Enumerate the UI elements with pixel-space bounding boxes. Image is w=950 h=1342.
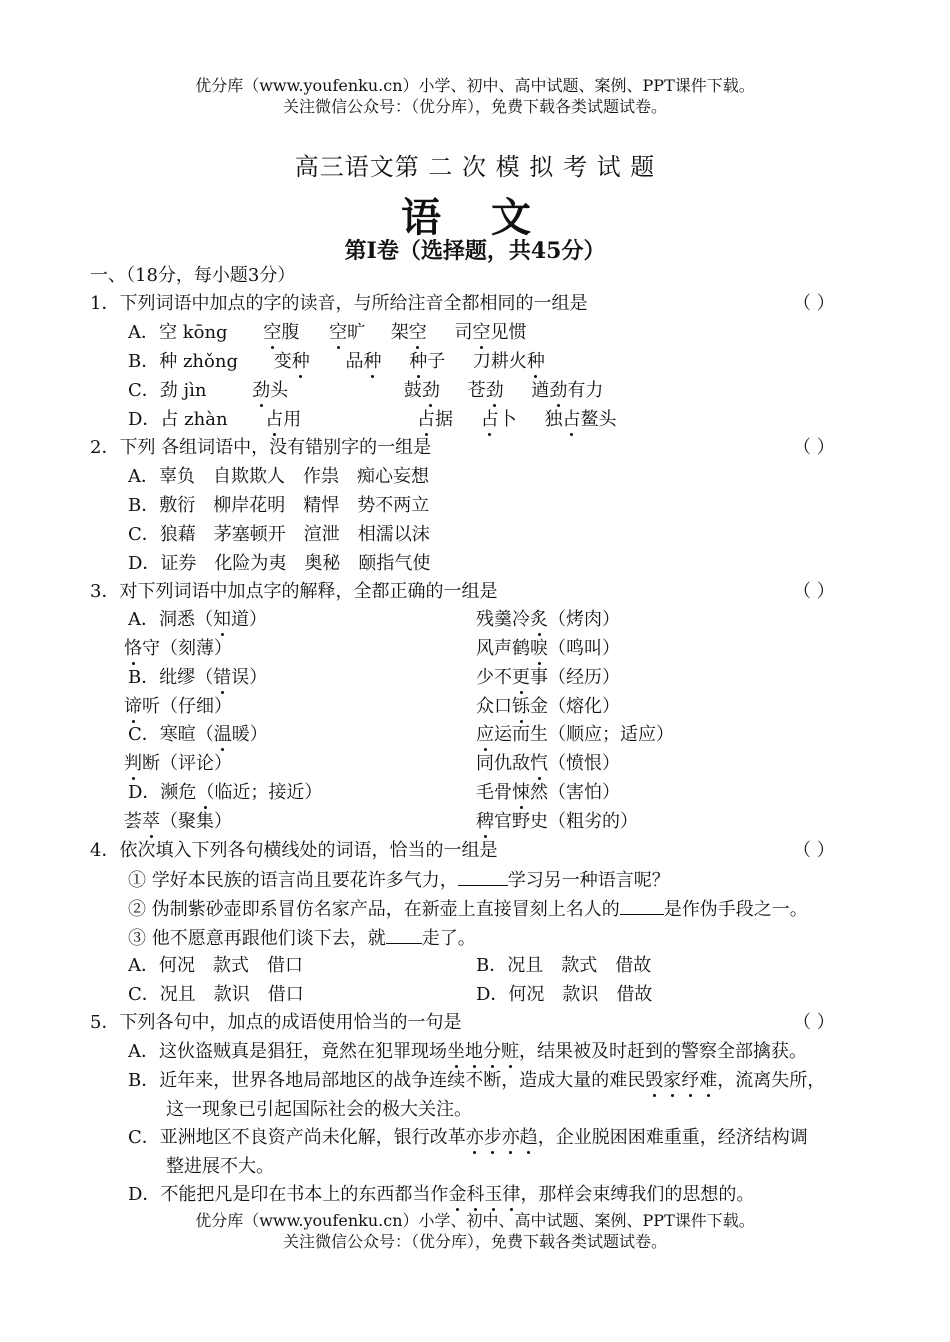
emphasis-dot-char: 赃 xyxy=(501,1041,519,1062)
q5-option-d: D．不能把凡是印在书本上的东西都当作金科玉律，那样会束缚我们的思想的。 xyxy=(128,1184,755,1205)
emphasis-dot-char: 判 xyxy=(124,753,142,774)
emphasis-dot-char: 地 xyxy=(465,1041,483,1062)
q2-option-b: B．敷衍 柳岸花明 精悍 势不两立 xyxy=(128,495,430,516)
q3-item: 应运而生（顺应；适应） xyxy=(476,724,674,745)
fill-blank xyxy=(620,897,664,915)
emphasis-dot-char: 坐 xyxy=(447,1041,465,1062)
emphasis-dot-char: 种 xyxy=(363,351,382,372)
q1-a-word: 空腹 xyxy=(263,322,300,343)
volume-title: 第Ⅰ卷（选择题，共45分） xyxy=(344,238,606,264)
emphasis-dot-char: 纾 xyxy=(681,1070,700,1091)
emphasis-dot-char: 劲 xyxy=(252,380,271,401)
emphasis-dot-char: 稗 xyxy=(476,811,494,832)
emphasis-dot-char: 金 xyxy=(448,1184,467,1205)
q1-c-word: 苍劲 xyxy=(467,380,504,401)
q4-option-b: B．况且 款式 借故 xyxy=(476,955,652,976)
q4-option-c: C．况且 款识 借口 xyxy=(128,984,304,1005)
q1-d-word: 占用 xyxy=(265,409,302,430)
emphasis-dot-char: 律 xyxy=(502,1184,521,1205)
q3-item: 风声鹤唳（鸣叫） xyxy=(476,638,620,659)
emphasis-dot-char: 科 xyxy=(466,1184,485,1205)
q1-option-a xyxy=(128,321,527,345)
footer-line-2: 关注微信公众号：（优分库），免费下载各类试题试卷。 xyxy=(282,1232,667,1251)
answer-bracket-5: （ ） xyxy=(793,1012,835,1033)
q1-d-word: 占卜 xyxy=(480,409,517,430)
q1-c-word: 遒劲有力 xyxy=(531,380,604,401)
emphasis-dot-char: 谛 xyxy=(124,696,142,717)
q1-c-word: 劲头 xyxy=(252,380,289,401)
q1-option-d xyxy=(128,408,617,432)
question-3-stem: 3．对下列词语中加点字的解释，全都正确的一组是 xyxy=(90,581,498,602)
q3-item: 恪守（刻薄） xyxy=(124,638,232,659)
q5-option-a: A．这伙盗贼真是猖狂，竟然在犯罪现场坐地分赃，结果被及时赶到的警察全部擒获。 xyxy=(128,1041,807,1062)
emphasis-dot-char: 种 xyxy=(291,351,310,372)
q4-s1-text: ① 学好本民族的语言尚且要花许多气力， xyxy=(128,870,458,891)
emphasis-dot-char: 玉 xyxy=(484,1184,503,1205)
emphasis-dot-char: 悚 xyxy=(512,782,530,803)
emphasis-dot-char: 知 xyxy=(213,609,231,630)
emphasis-dot-char: 唳 xyxy=(530,638,548,659)
q3-item: 稗官野史（粗劣的） xyxy=(476,811,638,832)
q4-sentence-2 xyxy=(128,897,808,922)
q3-item: 少不更事（经历） xyxy=(476,667,620,688)
question-1-stem: 1．下列词语中加点的字的读音，与所给注音全都相同的一组是 xyxy=(90,293,588,314)
emphasis-dot-char: 毁 xyxy=(645,1070,664,1091)
answer-bracket-3: （ ） xyxy=(793,581,835,602)
q1-b-word: 变种 xyxy=(273,351,310,372)
q3-item: D．濒危（临近；接近） xyxy=(128,782,323,803)
emphasis-dot-char: 种 xyxy=(409,351,428,372)
q4-sentence-1 xyxy=(128,868,670,893)
question-5-stem: 5．下列各句中，加点的成语使用恰当的一句是 xyxy=(90,1012,462,1033)
q4-sentence-3 xyxy=(128,926,476,951)
q5-option-c: C．亚洲地区不良资产尚未化解，银行改革亦步亦趋，企业脱困困难重重，经济结构调 xyxy=(128,1127,808,1148)
q1-a-word: 空旷 xyxy=(329,322,366,343)
header-line-1: 优分库（www.youfenku.cn）小学、初中、高中试题、案例、PPT课件下载。 xyxy=(195,76,755,95)
question-2-stem: 2．下列 各组词语中，没有错别字的一组是 xyxy=(90,437,432,458)
q4-s1-text: 学习另一种语言呢？ xyxy=(507,870,670,891)
q3-item: A．洞悉（知道） xyxy=(128,609,267,630)
q4-s2-text: ② 伪制紫砂壶即系冒仿名家产品，在新壶上直接冒刻上名人的 xyxy=(128,899,620,920)
answer-bracket-2: （ ） xyxy=(793,437,835,458)
q3-item: B．纰缪（错误） xyxy=(128,667,268,688)
question-4-stem: 4．依次填入下列各句横线处的词语，恰当的一组是 xyxy=(90,840,498,861)
q4-s3-text: 走了。 xyxy=(421,928,476,949)
emphasis-dot-char: 难 xyxy=(699,1070,718,1091)
q1-c-word: 鼓劲 xyxy=(403,380,440,401)
answer-bracket-4: （ ） xyxy=(793,840,835,861)
emphasis-dot-char: （ xyxy=(196,782,215,803)
q1-a-word: 架空 xyxy=(390,322,427,343)
emphasis-dot-char: 空 xyxy=(329,322,348,343)
emphasis-dot-char: 占 xyxy=(417,409,436,430)
emphasis-dot-char: 温 xyxy=(213,724,232,745)
q5-option-b-cont: 这一现象已引起国际社会的极大关注。 xyxy=(166,1099,472,1120)
emphasis-dot-char: 空 xyxy=(263,322,282,343)
q1-b-word: 品种 xyxy=(345,351,382,372)
emphasis-dot-char: 错 xyxy=(213,667,232,688)
footer-line-1: 优分库（www.youfenku.cn）小学、初中、高中试题、案例、PPT课件下载。 xyxy=(195,1211,755,1230)
emphasis-dot-char: 家 xyxy=(663,1070,682,1091)
q2-option-a: A．辜负 自欺欺人 作祟 痴心妄想 xyxy=(128,466,429,487)
exam-subtitle: 高三语文第 二 次 模 拟 考 试 题 xyxy=(294,153,656,181)
fill-blank xyxy=(458,868,508,886)
emphasis-dot-char: 恪 xyxy=(124,638,142,659)
emphasis-dot-char: 忾 xyxy=(530,753,548,774)
q5-option-b: B．近年来，世界各地局部地区的战争连续不断，造成大量的难民毁家纾难，流离失所， xyxy=(128,1070,826,1091)
page-title: 语 文 xyxy=(401,194,549,241)
q4-s3-text: ③ 他不愿意再跟他们谈下去，就 xyxy=(128,928,386,949)
emphasis-dot-char: 空 xyxy=(408,322,427,343)
q2-option-d: D．证券 化险为夷 奥秘 颐指气使 xyxy=(128,553,431,574)
emphasis-dot-char: 占 xyxy=(265,409,284,430)
q3-item: 同仇敌忾（愤恨） xyxy=(476,753,620,774)
header-line-2: 关注微信公众号：（优分库），免费下载各类试题试卷。 xyxy=(282,97,667,116)
q3-item: 毛骨悚然（害怕） xyxy=(476,782,620,803)
q1-d-word: 独占鳌头 xyxy=(544,409,617,430)
q4-option-a: A．何况 款式 借口 xyxy=(128,955,303,976)
q1-b-label: B．种 zhǒng xyxy=(128,351,238,372)
q2-option-c: C．狼藉 茅塞顿开 渲泄 相濡以沫 xyxy=(128,524,430,545)
q1-b-word: 刀耕火种 xyxy=(472,351,545,372)
emphasis-dot-char: 亦 xyxy=(501,1127,520,1148)
emphasis-dot-char: 占 xyxy=(562,409,581,430)
q1-option-b xyxy=(128,350,545,374)
emphasis-dot-char: 铄 xyxy=(512,696,530,717)
answer-bracket-1: （ ） xyxy=(793,293,835,314)
emphasis-dot-char: 趋 xyxy=(519,1127,538,1148)
q4-s2-text: 是作伪手段之一。 xyxy=(663,899,808,920)
q1-option-c xyxy=(128,379,603,403)
q3-item: 众口铄金（熔化） xyxy=(476,696,620,717)
q3-item: C．寒暄（温暖） xyxy=(128,724,268,745)
emphasis-dot-char: 炙 xyxy=(530,609,548,630)
emphasis-dot-char: 空 xyxy=(472,322,491,343)
q5-option-c-cont: 整进展不大。 xyxy=(166,1156,274,1177)
emphasis-dot-char: 劲 xyxy=(549,380,568,401)
section-heading: 一、（18分，每小题3分） xyxy=(90,265,296,286)
emphasis-dot-char: 萃 xyxy=(142,811,160,832)
emphasis-dot-char: 亦 xyxy=(465,1127,484,1148)
emphasis-dot-char: 占 xyxy=(480,409,499,430)
emphasis-dot-char: 劲 xyxy=(485,380,504,401)
fill-blank xyxy=(386,926,422,944)
emphasis-dot-char: 种 xyxy=(526,351,545,372)
q3-item: 残羹冷炙（烤肉） xyxy=(476,609,620,630)
q3-item: 荟萃（聚集） xyxy=(124,811,232,832)
q1-b-word: 种子 xyxy=(409,351,446,372)
emphasis-dot-char: 劲 xyxy=(421,380,440,401)
q1-a-word: 司空见惯 xyxy=(454,322,527,343)
q1-d-label: D．占 zhàn xyxy=(128,409,228,430)
q3-item: 谛听（仔细） xyxy=(124,696,232,717)
emphasis-dot-char: 应 xyxy=(476,724,494,745)
q1-c-label: C．劲 jìn xyxy=(128,380,207,401)
emphasis-dot-char: 步 xyxy=(483,1127,502,1148)
emphasis-dot-char: 分 xyxy=(483,1041,501,1062)
q4-option-d: D．何况 款识 借故 xyxy=(476,984,653,1005)
q1-a-label: A．空 kōng xyxy=(128,322,228,343)
q1-d-word: 占据 xyxy=(417,409,454,430)
q3-item: 判断（评论） xyxy=(124,753,232,774)
emphasis-dot-char: 更 xyxy=(512,667,530,688)
